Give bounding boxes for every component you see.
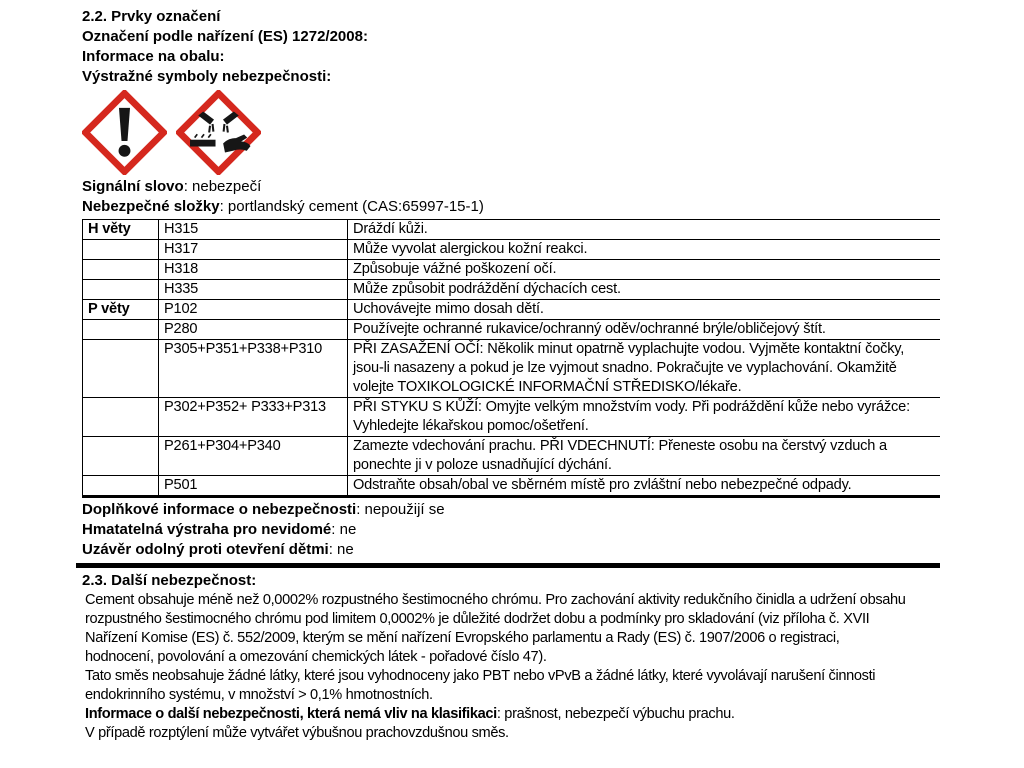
hazard-components-label: Nebezpečné složky — [82, 198, 220, 215]
child-resistant-closure-label: Uzávěr odolný proti otevření dětmi — [82, 541, 329, 558]
paragraph-line: rozpustného šestimocného chrómu pod limitem 0,0002% je důležité dodržet dobu a podmínky pro skladování (viz příloha č. XVII — [85, 611, 870, 627]
supplemental-hazard-info-line — [82, 500, 940, 520]
row-code-cell: P501 — [159, 476, 348, 497]
tactile-warning-line — [82, 520, 940, 540]
row-code-cell: H335 — [159, 280, 348, 300]
table-row — [83, 398, 941, 437]
hazard-components-value: : portlandský cement (CAS:65997-15-1) — [219, 198, 484, 215]
supplemental-hazard-info-value: : nepoužijí se — [356, 501, 445, 518]
tactile-warning-value: : ne — [331, 521, 357, 538]
row-group-cell — [83, 437, 159, 476]
table-row — [83, 220, 941, 240]
table-row — [83, 476, 941, 497]
row-text-cell: PŘI ZASAŽENÍ OČÍ: Několik minut opatrně vyplachujte vodou. Vyjměte kontaktní čočky, jsou-li nasazeny a pokud je lze vyjmout snadno. Pokračujte ve vyplachování. Okamžitě volejte TOXIKOLOGICKÉ INFORMAČNÍ STŘEDISKO/lékaře. — [348, 340, 941, 398]
row-group-cell — [83, 260, 159, 280]
table-row — [83, 320, 941, 340]
row-group-cell — [83, 398, 159, 437]
supplemental-hazard-info-label: Doplňkové informace o nebezpečnosti — [82, 501, 357, 518]
row-text-cell: Dráždí kůži. — [348, 220, 941, 240]
row-code-cell: P280 — [159, 320, 348, 340]
row-group-cell: P věty — [83, 300, 159, 320]
row-text-cell: PŘI STYKU S KŮŽÍ: Omyjte velkým množstvím vody. Při podráždění kůže nebo vyrážce: Vyhledejte lékařskou pomoc/ošetření. — [348, 398, 941, 437]
signal-word-line — [82, 177, 940, 197]
labelling-regulation-line: Označení podle nařízení (ES) 1272/2008: — [82, 28, 368, 45]
table-row — [83, 260, 941, 280]
table-row — [83, 280, 941, 300]
row-text-cell: Způsobuje vážné poškození očí. — [348, 260, 941, 280]
row-group-cell: H věty — [83, 220, 159, 240]
dust-dispersion-line: V případě rozptýlení může vytvářet výbušnou prachovzdušnou směs. — [85, 725, 509, 741]
row-code-cell: H318 — [159, 260, 348, 280]
other-hazard-info-line — [82, 705, 940, 724]
hazard-symbols-line: Výstražné symboly nebezpečnosti: — [82, 68, 332, 85]
row-code-cell: P261+P304+P340 — [159, 437, 348, 476]
section-2-3-paragraph — [82, 591, 940, 743]
paragraph-line: Nařízení Komise (ES) č. 552/2009, kterým se mění nařízení Evropského parlamentu a Rady (ES) č. 1907/2006 o registraci, — [85, 630, 840, 646]
row-group-cell — [83, 476, 159, 497]
table-row — [83, 437, 941, 476]
supplemental-info-block — [82, 500, 940, 560]
signal-word-label: Signální slovo — [82, 178, 184, 195]
row-group-cell — [83, 240, 159, 260]
row-group-cell — [83, 340, 159, 398]
other-hazard-info-label: Informace o další nebezpečnosti, která nemá vliv na klasifikaci — [85, 706, 497, 722]
ghs07-exclamation-icon — [82, 90, 167, 175]
row-code-cell: P305+P351+P338+P310 — [159, 340, 348, 398]
tactile-warning-label: Hmatatelná výstraha pro nevidomé — [82, 521, 332, 538]
package-info-line: Informace na obalu: — [82, 48, 225, 65]
row-group-cell — [83, 320, 159, 340]
row-code-cell: H315 — [159, 220, 348, 240]
row-text-cell: Zamezte vdechování prachu. PŘI VDECHNUTÍ: Přeneste osobu na čerstvý vzduch a ponechte ji v poloze usnadňující dýchání. — [348, 437, 941, 476]
hazard-components-line — [82, 197, 940, 217]
section-divider — [76, 563, 940, 568]
paragraph-line: Tato směs neobsahuje žádné látky, které jsou vyhodnoceny jako PBT nebo vPvB a žádné látky, které vyvolávají narušení činnosti — [85, 668, 876, 684]
section-2-3-title: 2.3. Další nebezpečnost: — [82, 572, 257, 589]
child-resistant-closure-value: : ne — [328, 541, 354, 558]
row-group-cell — [83, 280, 159, 300]
section-2-2-title: 2.2. Prvky označení — [82, 8, 221, 25]
row-code-cell: H317 — [159, 240, 348, 260]
row-text-cell: Používejte ochranné rukavice/ochranný oděv/ochranné brýle/obličejový štít. — [348, 320, 941, 340]
h-p-statements-table — [82, 219, 940, 498]
ghs-pictogram-row — [82, 90, 940, 175]
paragraph-line: endokrinního systému, v množství > 0,1% hmotnostních. — [85, 687, 433, 703]
row-text-cell: Odstraňte obsah/obal ve sběrném místě pro zvláštní nebo nebezpečné odpady. — [348, 476, 941, 497]
table-row — [83, 340, 941, 398]
row-text-cell: Může způsobit podráždění dýchacích cest. — [348, 280, 941, 300]
other-hazard-info-value: : prašnost, nebezpečí výbuchu prachu. — [496, 706, 735, 722]
paragraph-line: Cement obsahuje méně než 0,0002% rozpustného šestimocného chrómu. Pro zachování aktivity redukčního činidla a udržení obsahu — [85, 592, 906, 608]
paragraph-line: hodnocení, povolování a omezování chemických látek - pořadové číslo 47). — [85, 649, 547, 665]
row-text-cell: Uchovávejte mimo dosah dětí. — [348, 300, 941, 320]
table-row — [83, 300, 941, 320]
ghs05-corrosion-icon — [176, 90, 261, 175]
signal-word-value: : nebezpečí — [183, 178, 262, 195]
row-text-cell: Může vyvolat alergickou kožní reakci. — [348, 240, 941, 260]
table-row — [83, 240, 941, 260]
child-resistant-closure-line — [82, 540, 940, 560]
row-code-cell: P302+P352+ P333+P313 — [159, 398, 348, 437]
row-code-cell: P102 — [159, 300, 348, 320]
